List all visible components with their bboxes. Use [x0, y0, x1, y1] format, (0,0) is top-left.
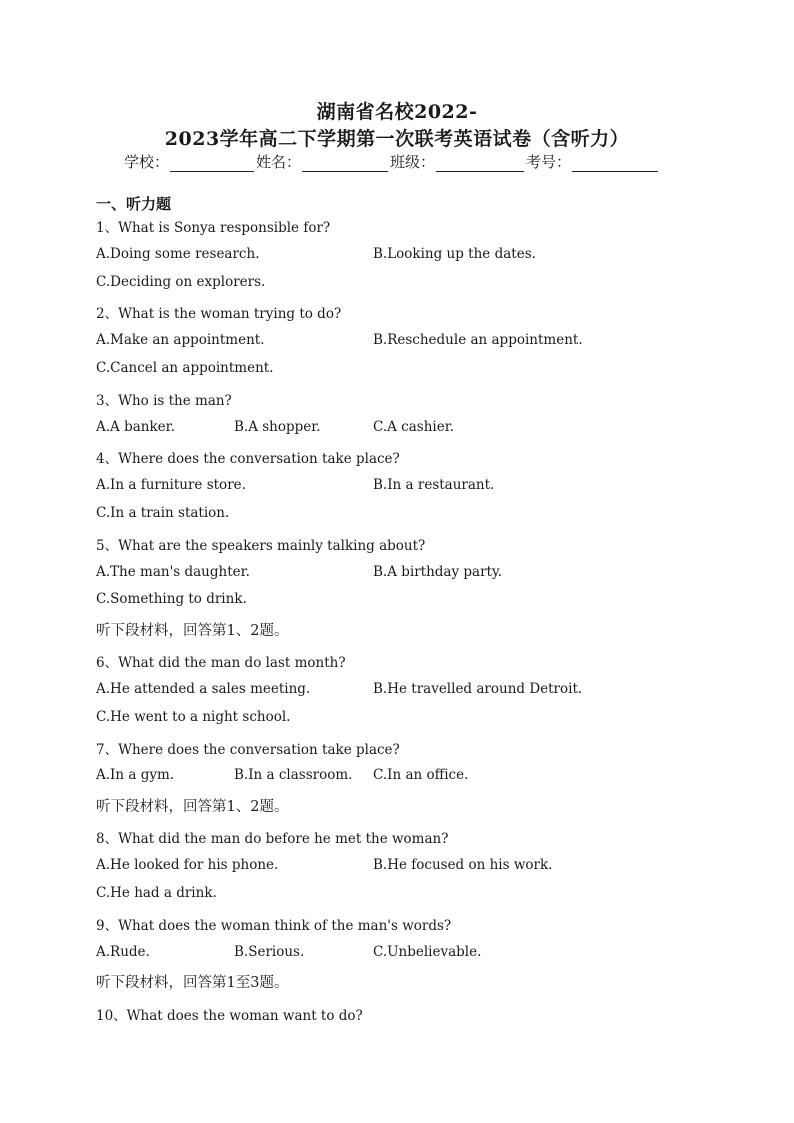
q9-option-a[interactable]: A.Rude. [96, 944, 150, 960]
q9-option-b[interactable]: B.Serious. [234, 944, 305, 960]
question-10: 10、What does the woman want to do? [96, 1008, 363, 1024]
question-4: 4、Where does the conversation take place? [96, 451, 400, 467]
section-title: 一、听力题 [96, 195, 172, 213]
question-5: 5、What are the speakers mainly talking about? [96, 538, 426, 554]
class-label: 班级： [390, 153, 436, 171]
q4-option-c[interactable]: C.In a train station. [96, 505, 230, 521]
q2-option-a[interactable]: A.Make an appointment. [96, 332, 265, 348]
exam-number-label: 考号： [526, 153, 572, 171]
school-blank[interactable] [170, 156, 254, 172]
q2-option-c[interactable]: C.Cancel an appointment. [96, 360, 274, 376]
q5-option-a[interactable]: A.The man's daughter. [96, 564, 250, 580]
q5-option-c[interactable]: C.Something to drink. [96, 591, 247, 607]
q1-option-c[interactable]: C.Deciding on explorers. [96, 274, 266, 290]
question-2: 2、What is the woman trying to do? [96, 306, 342, 322]
q8-option-c[interactable]: C.He had a drink. [96, 885, 217, 901]
q2-option-b[interactable]: B.Reschedule an appointment. [373, 332, 583, 348]
name-blank[interactable] [302, 156, 388, 172]
question-7: 7、Where does the conversation take place? [96, 742, 400, 758]
q5-option-b[interactable]: B.A birthday party. [373, 564, 503, 580]
question-3: 3、Who is the man? [96, 393, 232, 409]
listening-note-1: 听下段材料，回答第1、2题。 [96, 623, 289, 639]
listening-note-2: 听下段材料，回答第1、2题。 [96, 799, 289, 815]
q7-option-a[interactable]: A.In a gym. [96, 767, 175, 783]
listening-note-3: 听下段材料，回答第1至3题。 [96, 975, 289, 991]
q4-option-a[interactable]: A.In a furniture store. [96, 477, 246, 493]
q6-option-a[interactable]: A.He attended a sales meeting. [96, 681, 311, 697]
q3-option-c[interactable]: C.A cashier. [373, 419, 454, 435]
q9-option-c[interactable]: C.Unbelievable. [373, 944, 482, 960]
q6-option-b[interactable]: B.He travelled around Detroit. [373, 681, 583, 697]
q7-option-c[interactable]: C.In an office. [373, 767, 469, 783]
q1-option-b[interactable]: B.Looking up the dates. [373, 246, 536, 262]
q1-option-a[interactable]: A.Doing some research. [96, 246, 260, 262]
question-1: 1、What is Sonya responsible for? [96, 220, 331, 236]
q8-option-a[interactable]: A.He looked for his phone. [96, 857, 279, 873]
exam-title-line-2: 2023学年高二下学期第一次联考英语试卷（含听力） [164, 128, 630, 150]
q6-option-c[interactable]: C.He went to a night school. [96, 709, 291, 725]
question-8: 8、What did the man do before he met the woman? [96, 831, 449, 847]
exam-number-blank[interactable] [572, 156, 658, 172]
q4-option-b[interactable]: B.In a restaurant. [373, 477, 495, 493]
class-blank[interactable] [436, 156, 524, 172]
q7-option-b[interactable]: B.In a classroom. [234, 767, 353, 783]
exam-title-line-1: 湖南省名校2022- [316, 101, 478, 123]
question-6: 6、What did the man do last month? [96, 655, 346, 671]
student-info-row [124, 151, 684, 172]
q3-option-b[interactable]: B.A shopper. [234, 419, 321, 435]
q8-option-b[interactable]: B.He focused on his work. [373, 857, 553, 873]
school-label: 学校： [124, 153, 170, 171]
name-label: 姓名： [256, 153, 302, 171]
q3-option-a[interactable]: A.A banker. [96, 419, 175, 435]
question-9: 9、What does the woman think of the man's words? [96, 918, 452, 934]
